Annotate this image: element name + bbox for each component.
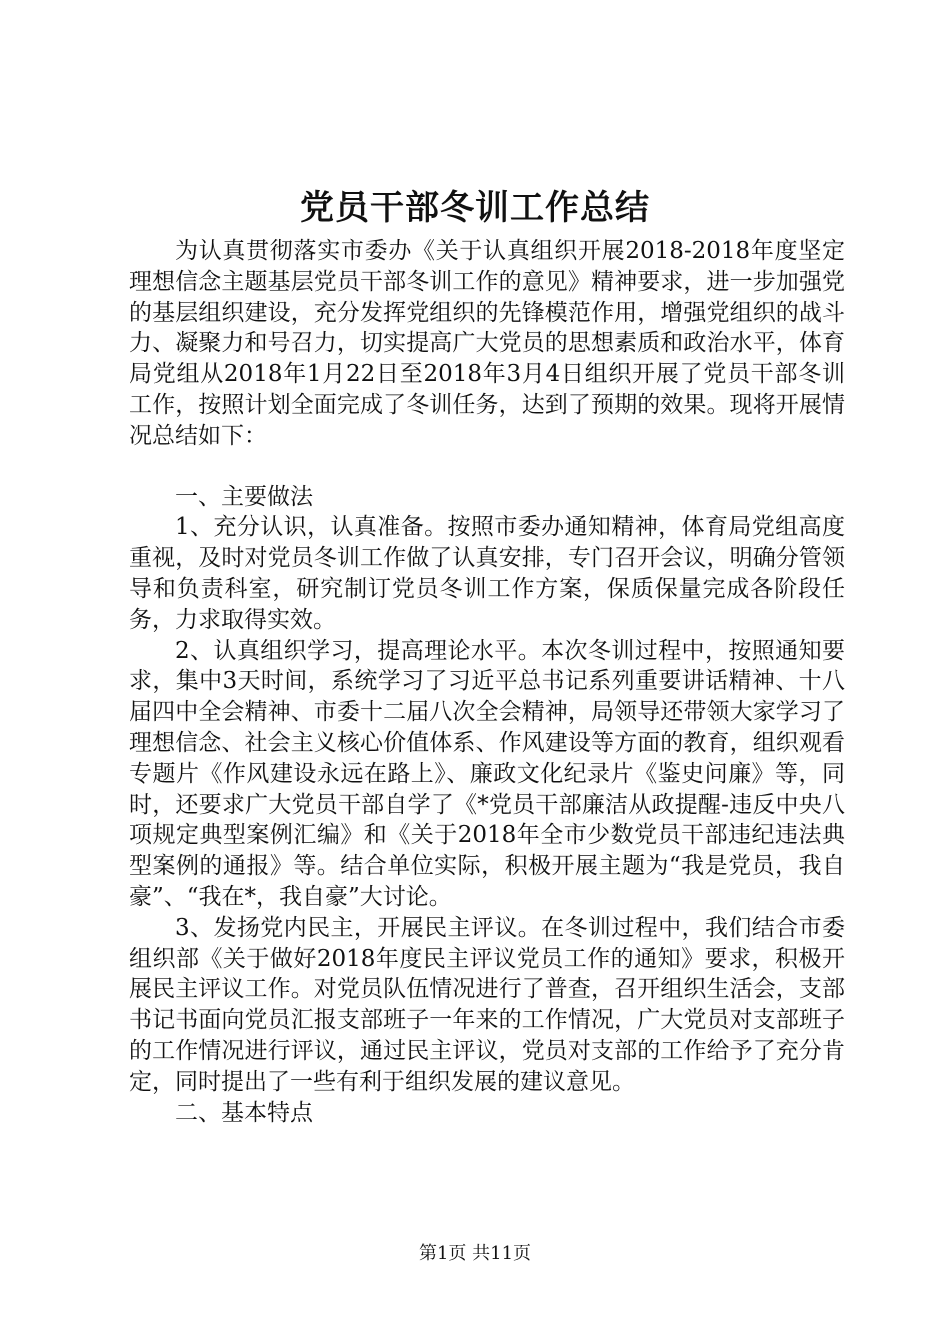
paragraph-1: 1、充分认识，认真准备。按照市委办通知精神，体育局党组高度重视，及时对党员冬训工作做了认真安排，专门召开会议，明确分管领导和负责科室，研究制订党员冬训工作方案，保质保量完成各阶段任务，力求取得实效。 [129,514,845,633]
document-body [129,236,845,1128]
paragraph-3: 3、发扬党内民主，开展民主评议。在冬训过程中，我们结合市委组织部《关于做好2018年度民主评议党员工作的通知》要求，积极开展民主评议工作。对党员队伍情况进行了普查，召开组织生活会，支部书记书面向党员汇报支部班子一年来的工作情况，广大党员对支部班子的工作情况进行评议，通过民主评议，党员对支部的工作给予了充分肯定，同时提出了一些有利于组织发展的建议意见。 [129,914,845,1095]
section-heading-main-methods: 一、主要做法 [175,483,313,510]
page-number-footer: 第1页 共11页 [418,1243,532,1264]
paragraph-gap [129,452,845,482]
document-title: 党员干部冬训工作总结 [300,188,650,228]
section-heading-basic-features: 二、基本特点 [175,1099,313,1126]
paragraph-2: 2、认真组织学习，提高理论水平。本次冬训过程中，按照通知要求，集中3天时间，系统学习了习近平总书记系列重要讲话精神、十八届四中全会精神、市委十二届八次全会精神，局领导还带领大家学习了理想信念、社会主义核心价值体系、作风建设等方面的教育，组织观看专题片《作风建设永远在路上》、廉政文化纪录片《鉴史问廉》等，同时，还要求广大党员干部自学了《*党员干部廉洁从政提醒-违反中央八项规定典型案例汇编》和《关于2018年全市少数党员干部违纪违法典型案例的通报》等。结合单位实际，积极开展主题为“我是党员，我自豪”、“我在*，我自豪”大讨论。 [129,637,845,910]
intro-paragraph: 为认真贯彻落实市委办《关于认真组织开展2018-2018年度坚定理想信念主题基层党员干部冬训工作的意见》精神要求，进一步加强党的基层组织建设，充分发挥党组织的先锋模范作用，增强党组织的战斗力、凝聚力和号召力，切实提高广大党员的思想素质和政治水平，体育局党组从2018年1月22日至2018年3月4日组织开展了党员干部冬训工作，按照计划全面完成了冬训任务，达到了预期的效果。现将开展情况总结如下： [129,238,845,449]
